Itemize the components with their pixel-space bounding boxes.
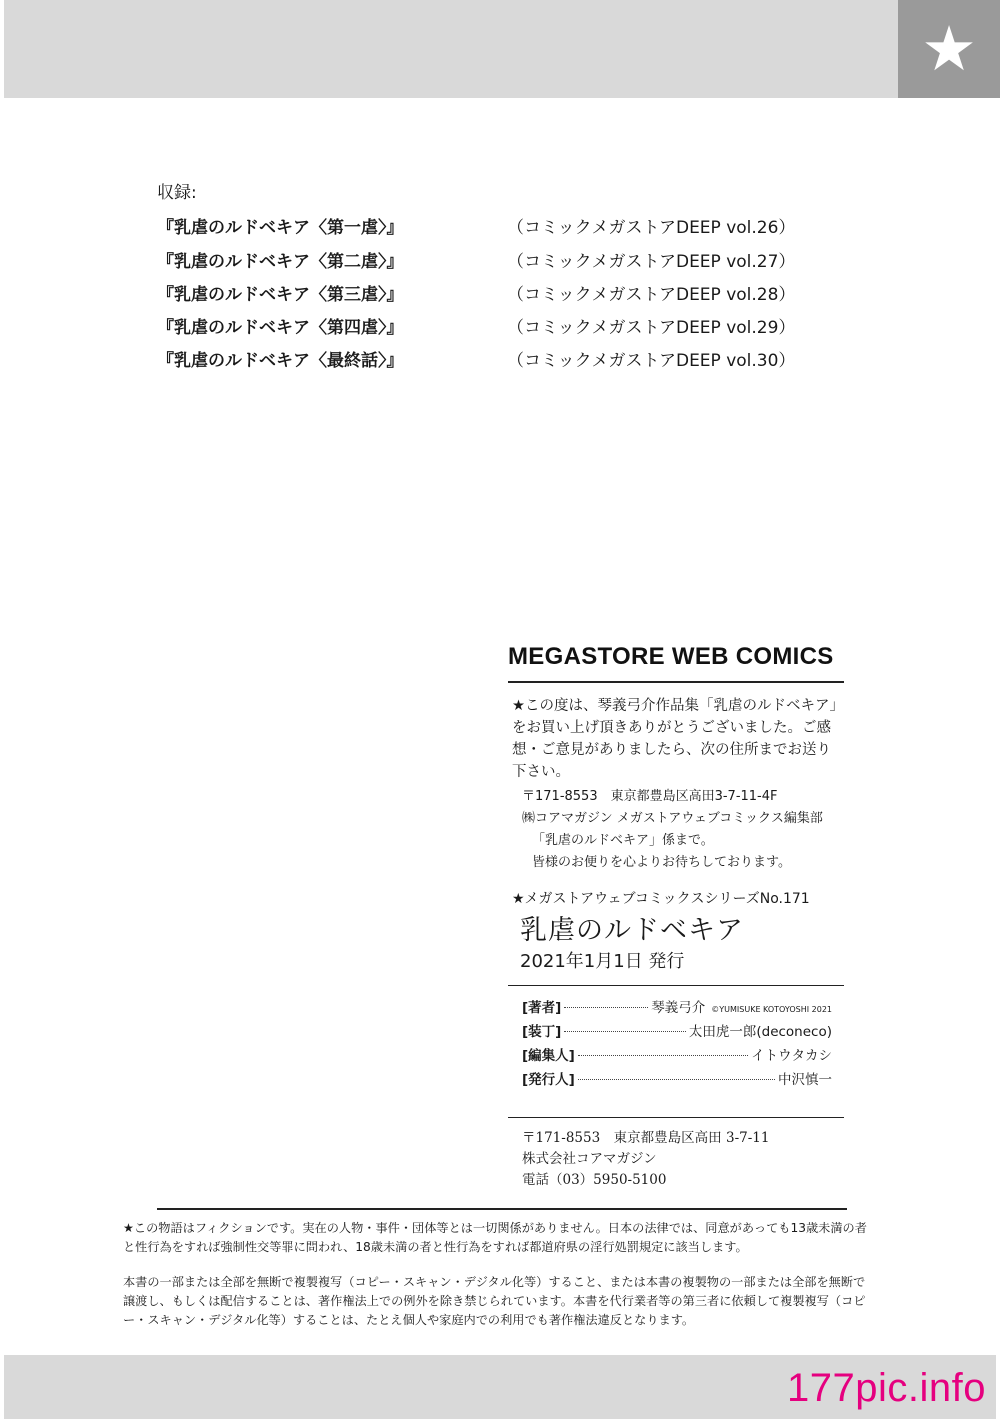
mail-address: 〒171-8553 東京都豊島区高田3-7-11-4F: [522, 789, 778, 804]
contents-row: [157, 280, 857, 310]
contents-row: [157, 313, 857, 343]
contents-title: 『乳虐のルドベキア〈第四虐〉』: [157, 318, 404, 338]
contents-title: 『乳虐のルドベキア〈第一虐〉』: [157, 218, 404, 238]
publisher-block: [522, 1128, 769, 1191]
contents-row: [157, 346, 857, 376]
divider: [157, 1208, 847, 1210]
credit-name: イトウタカシ: [751, 1048, 832, 1064]
top-band: [4, 0, 898, 98]
contents-title: 『乳虐のルドベキア〈第三虐〉』: [157, 285, 404, 305]
credit-role: [著者]: [522, 1000, 562, 1016]
credit-row: [522, 1044, 832, 1068]
fiction-notice: ★この物語はフィクションです。実在の人物・事件・団体等とは一切関係がありません。日本の法律では、同意があっても13歳未満の者と性行為をすれば強制性交等罪に問われ、18歳未満の者と性行為をすれば都道府県の淫行処罰規定に該当します。: [123, 1221, 867, 1254]
credit-row: [522, 996, 832, 1020]
credit-name: 琴義弓介: [651, 1000, 706, 1016]
mail-closing: 皆様のお便りを心よりお待ちしております。: [532, 855, 791, 870]
credit-row: [522, 1068, 832, 1092]
divider: [508, 985, 844, 986]
publisher-name: 株式会社コアマガジン: [522, 1151, 657, 1167]
copyright-note: ©YUMISUKE KOTOYOSHI 2021: [711, 1005, 832, 1014]
credit-name: 中沢慎一: [778, 1072, 832, 1088]
publisher-address: 〒171-8553 東京都豊島区高田 3-7-11: [522, 1130, 770, 1146]
credit-role: [発行人]: [522, 1072, 575, 1088]
contents-source: （コミックメガストアDEEP vol.28）: [507, 285, 796, 305]
star-icon: ★: [898, 0, 1000, 98]
contents-source: （コミックメガストアDEEP vol.27）: [507, 252, 796, 272]
divider: [508, 1117, 844, 1118]
credit-role: [装丁]: [522, 1024, 562, 1040]
contents-row: [157, 247, 857, 277]
dot-leader: [564, 1007, 648, 1008]
credit-row: [522, 1020, 832, 1044]
contents-label: 収録:: [157, 183, 197, 203]
mail-department: ㈱コアマガジン メガストアウェブコミックス編集部: [522, 811, 823, 826]
publisher-phone: 電話（03）5950-5100: [522, 1172, 667, 1188]
thanks-message: ★この度は、琴義弓介作品集「乳虐のルドベキア」をお買い上げ頂きありがとうございました。ご感想・ご意見がありましたら、次の住所までお送り下さい。: [512, 698, 837, 780]
contents-title: 『乳虐のルドベキア〈第二虐〉』: [157, 252, 404, 272]
contents-source: （コミックメガストアDEEP vol.26）: [507, 218, 796, 238]
mail-address-block: [522, 786, 842, 874]
credits-list: [522, 996, 832, 1092]
issue-date: 2021年1月1日 発行: [520, 951, 685, 972]
dot-leader: [578, 1079, 775, 1080]
brand-heading: MEGASTORE WEB COMICS: [508, 643, 834, 670]
series-number: ★メガストアウェブコミックスシリーズNo.171: [512, 891, 810, 907]
credit-role: [編集人]: [522, 1048, 575, 1064]
watermark: 177pic.info: [787, 1366, 986, 1410]
book-title: 乳虐のルドベキア: [520, 915, 744, 946]
dot-leader: [578, 1055, 748, 1056]
mail-attention: 「乳虐のルドベキア」係まで。: [532, 833, 714, 848]
dot-leader: [564, 1031, 686, 1032]
copyright-notice: 本書の一部または全部を無断で複製複写（コピー・スキャン・デジタル化等）すること、または本書の複製物の一部または全部を無断で譲渡し、もしくは配信することは、著作権法上での例外を除き禁じられています。本書を代行業者等の第三者に依頼して複製複写（コピー・スキャン・デジタル化等）することは、たとえ個人や家庭内での利用でも著作権法違反となります。: [123, 1275, 866, 1327]
divider: [508, 681, 844, 683]
contents-title: 『乳虐のルドベキア〈最終話〉』: [157, 351, 404, 371]
contents-source: （コミックメガストアDEEP vol.30）: [507, 351, 796, 371]
contents-row: [157, 213, 857, 243]
credit-name: 太田虎一郎(deconeco): [688, 1024, 832, 1040]
contents-source: （コミックメガストアDEEP vol.29）: [507, 318, 796, 338]
